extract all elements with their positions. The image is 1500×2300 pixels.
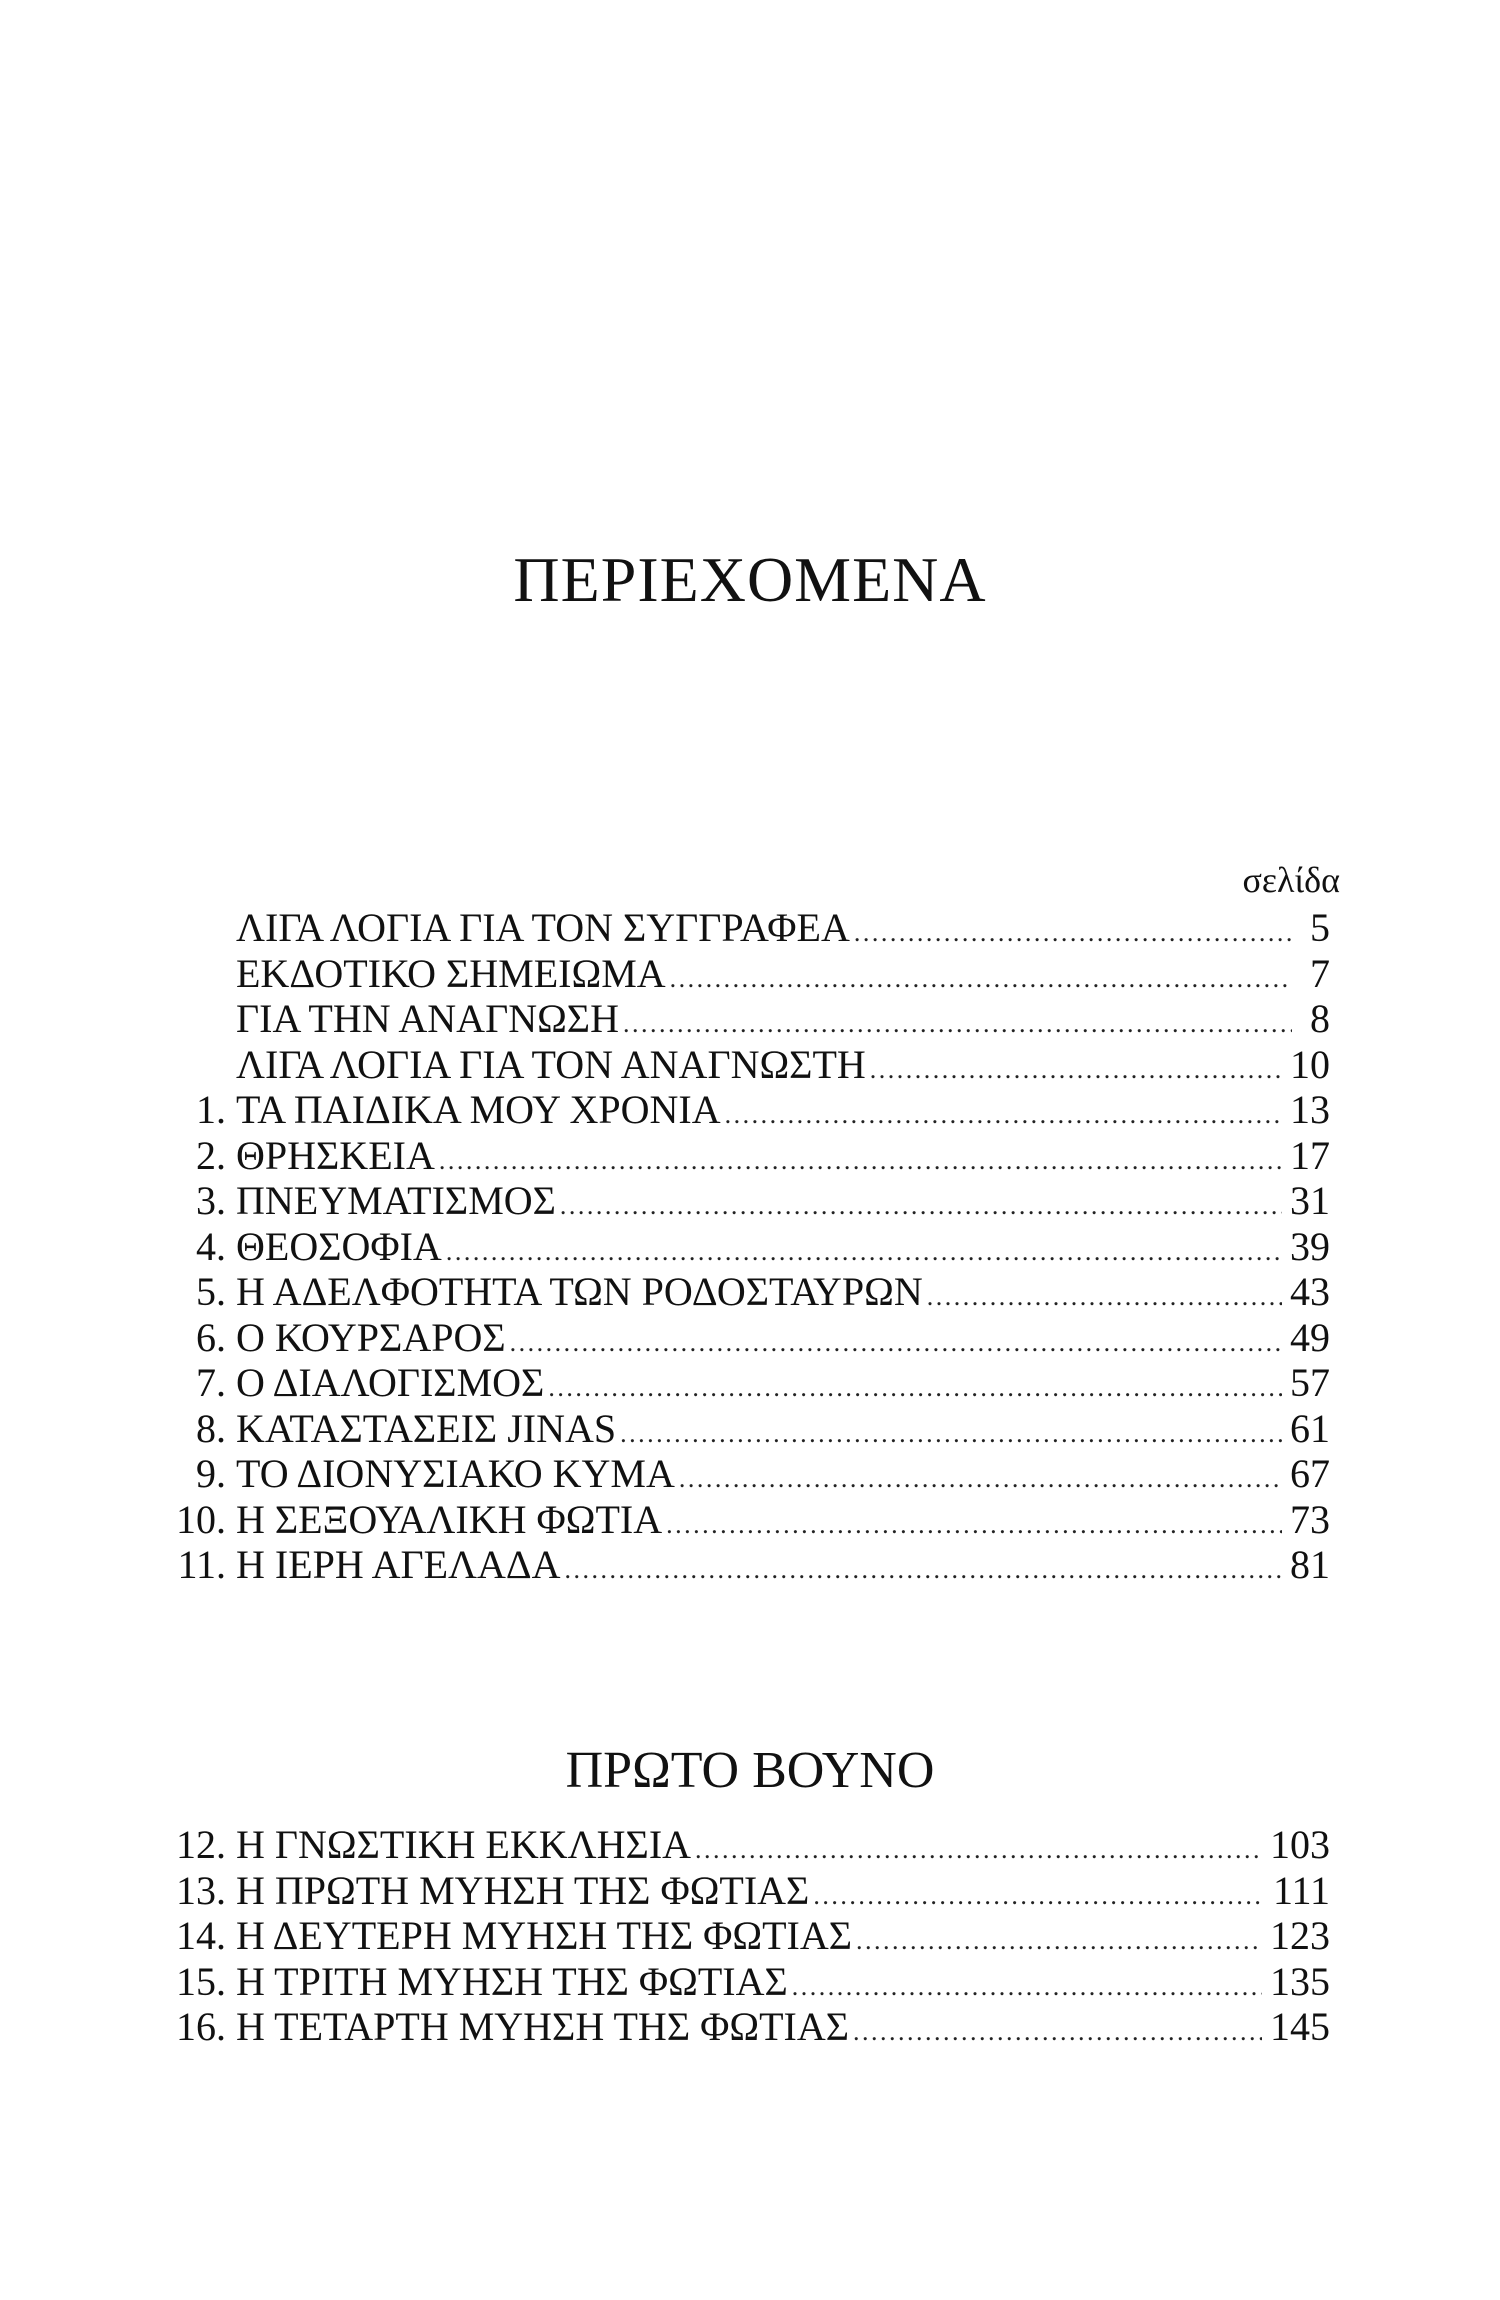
entry-title: Η ΙΕΡΗ ΑΓΕΛΑΔΑ: [236, 1542, 561, 1587]
toc-entry: [150, 1133, 1330, 1179]
section-heading: ΠΡΩΤΟ ΒΟΥΝΟ: [565, 1742, 935, 1799]
toc-list-part1: [150, 905, 1330, 1588]
entry-title: Η ΑΔΕΛΦΟΤΗΤΑ ΤΩΝ ΡΟΔΟΣΤΑΥΡΩΝ: [236, 1269, 923, 1314]
entry-title: Η ΤΕΤΑΡΤΗ ΜΥΗΣΗ ΤΗΣ ΦΩΤΙΑΣ: [236, 2004, 849, 2049]
dot-leader: [439, 1138, 1282, 1183]
dot-leader: [679, 1456, 1282, 1501]
entry-number: 6.: [196, 1314, 226, 1360]
entry-number: 16.: [176, 2004, 226, 2049]
dot-leader: [792, 1964, 1262, 2009]
toc-entry: [150, 1542, 1330, 1588]
toc-entry: [150, 1178, 1330, 1224]
toc-entry: [150, 1497, 1330, 1543]
dot-leader: [666, 1502, 1282, 1547]
entry-page: 111: [1272, 1867, 1330, 1913]
entry-page: 145: [1270, 2004, 1330, 2049]
page-column-label: σελίδα: [1242, 860, 1340, 900]
entry-number: 7.: [196, 1360, 226, 1405]
entry-number: 11.: [177, 1542, 226, 1587]
toc-entry: [150, 905, 1330, 951]
dot-leader: [560, 1183, 1282, 1228]
entry-number: 12.: [176, 1822, 226, 1867]
toc-entry: [150, 1868, 1330, 1914]
dot-leader: [856, 1918, 1262, 1963]
entry-page: 103: [1270, 1822, 1330, 1867]
toc-entry: [150, 1042, 1330, 1088]
entry-page: 8: [1310, 996, 1330, 1041]
toc-entry: [150, 1269, 1330, 1315]
toc-entry: [150, 1360, 1330, 1406]
entry-page: 13: [1290, 1087, 1330, 1132]
dot-leader: [670, 956, 1292, 1001]
dot-leader: [927, 1274, 1282, 1319]
dot-leader: [510, 1320, 1282, 1365]
entry-page: 67: [1290, 1451, 1330, 1496]
entry-page: 17: [1290, 1132, 1330, 1178]
toc-entry: [150, 996, 1330, 1042]
dot-leader: [813, 1873, 1265, 1918]
entry-number: 2.: [196, 1132, 226, 1178]
entry-page: 5: [1310, 905, 1330, 950]
entry-number: 10.: [176, 1496, 226, 1542]
toc-entry: [150, 1959, 1330, 2005]
dot-leader: [620, 1411, 1282, 1456]
dot-leader: [446, 1229, 1282, 1274]
entry-number: 9.: [196, 1451, 226, 1496]
entry-number: 4.: [196, 1223, 226, 1269]
dot-leader: [695, 1827, 1262, 1872]
entry-title: Ο ΔΙΑΛΟΓΙΣΜΟΣ: [236, 1360, 545, 1405]
toc-entry: [150, 1913, 1330, 1959]
dot-leader: [725, 1092, 1282, 1137]
toc-entry: [150, 1822, 1330, 1868]
entry-page: 49: [1290, 1314, 1330, 1360]
entry-title: ΛΙΓΑ ΛΟΓΙΑ ΓΙΑ ΤΟΝ ΣΥΓΓΡΑΦΕΑ: [236, 905, 850, 950]
page-title: ΠΕΡΙΕΧΟΜΕΝΑ: [513, 544, 987, 615]
entry-number: 15.: [176, 1958, 226, 2004]
entry-number: 1.: [196, 1087, 226, 1132]
entry-number: 13.: [176, 1867, 226, 1913]
entry-page: 31: [1290, 1178, 1330, 1223]
entry-number: 14.: [176, 1913, 226, 1958]
dot-leader: [853, 2009, 1262, 2054]
entry-title: ΓΙΑ ΤΗΝ ΑΝΑΓΝΩΣΗ: [236, 996, 619, 1041]
dot-leader: [565, 1547, 1282, 1592]
entry-page: 73: [1290, 1496, 1330, 1542]
entry-title: ΘΕΟΣΟΦΙΑ: [236, 1223, 442, 1269]
toc-entry: [150, 1315, 1330, 1361]
entry-title: ΕΚΔΟΤΙΚΟ ΣΗΜΕΙΩΜΑ: [236, 950, 666, 996]
toc-entry: [150, 1451, 1330, 1497]
entry-title: Ο ΚΟΥΡΣΑΡΟΣ: [236, 1314, 506, 1360]
entry-title: ΚΑΤΑΣΤΑΣΕΙΣ JINAS: [236, 1405, 617, 1451]
entry-number: 5.: [196, 1269, 226, 1314]
entry-page: 7: [1310, 950, 1330, 996]
entry-title: ΛΙΓΑ ΛΟΓΙΑ ΓΙΑ ΤΟΝ ΑΝΑΓΝΩΣΤΗ: [236, 1041, 866, 1087]
toc-entry: [150, 1406, 1330, 1452]
toc-entry: [150, 2004, 1330, 2050]
entry-title: Η ΣΕΞΟΥΑΛΙΚΗ ΦΩΤΙΑ: [236, 1496, 663, 1542]
toc-entry: [150, 1087, 1330, 1133]
dot-leader: [623, 1001, 1292, 1046]
dot-leader: [548, 1365, 1282, 1410]
entry-page: 43: [1290, 1269, 1330, 1314]
entry-title: Η ΔΕΥΤΕΡΗ ΜΥΗΣΗ ΤΗΣ ΦΩΤΙΑΣ: [236, 1913, 852, 1958]
entry-number: 3.: [196, 1178, 226, 1223]
toc-entry: [150, 1224, 1330, 1270]
entry-number: 8.: [196, 1405, 226, 1451]
entry-title: ΤΟ ΔΙΟΝΥΣΙΑΚΟ ΚΥΜΑ: [236, 1451, 675, 1496]
entry-title: Η ΓΝΩΣΤΙΚΗ ΕΚΚΛΗΣΙΑ: [236, 1822, 692, 1867]
entry-title: ΘΡΗΣΚΕΙΑ: [236, 1132, 435, 1178]
entry-page: 57: [1290, 1360, 1330, 1405]
entry-page: 39: [1290, 1223, 1330, 1269]
dot-leader: [870, 1047, 1282, 1092]
entry-page: 123: [1270, 1913, 1330, 1958]
entry-title: Η ΠΡΩΤΗ ΜΥΗΣΗ ΤΗΣ ΦΩΤΙΑΣ: [236, 1867, 810, 1913]
toc-list-part2: [150, 1822, 1330, 2050]
entry-page: 10: [1290, 1041, 1330, 1087]
dot-leader: [854, 910, 1292, 955]
toc-entry: [150, 951, 1330, 997]
entry-title: ΠΝΕΥΜΑΤΙΣΜΟΣ: [236, 1178, 556, 1223]
entry-page: 135: [1270, 1958, 1330, 2004]
entry-page: 81: [1290, 1542, 1330, 1587]
entry-page: 61: [1290, 1405, 1330, 1451]
entry-title: ΤΑ ΠΑΙΔΙΚΑ ΜΟΥ ΧΡΟΝΙΑ: [236, 1087, 721, 1132]
entry-title: Η ΤΡΙΤΗ ΜΥΗΣΗ ΤΗΣ ΦΩΤΙΑΣ: [236, 1958, 788, 2004]
